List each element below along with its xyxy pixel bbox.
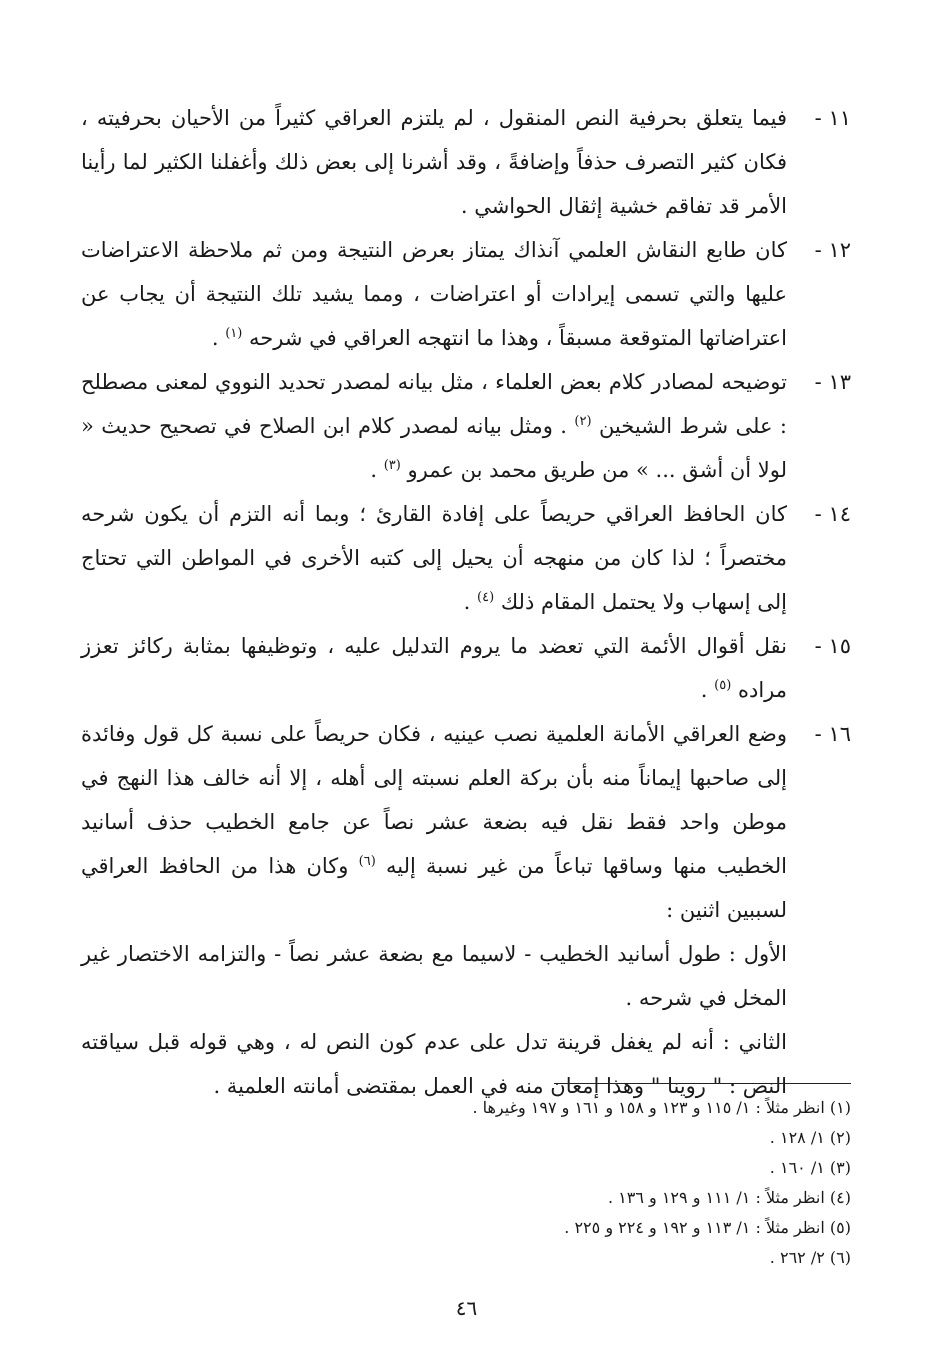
footnote-2: (٢) ١/ ١٢٨ . bbox=[769, 1128, 851, 1147]
footnote-marker: (٢) bbox=[574, 414, 592, 429]
footnote-marker: (١) bbox=[225, 326, 243, 341]
list-item-12 bbox=[81, 228, 851, 360]
item-text: توضيحه لمصادر كلام بعض العلماء ، مثل بيانه لمصدر تحديد النووي لمعنى مصطلح : على شرط الشيخين bbox=[81, 370, 787, 438]
item-number: ١١ - bbox=[814, 106, 851, 130]
footnote-marker: (٥) bbox=[714, 678, 732, 693]
page-number: ٤٦ bbox=[455, 1296, 478, 1320]
list-item-15 bbox=[81, 624, 851, 712]
item-text: كان طابع النقاش العلمي آنذاك يمتاز بعرض النتيجة ومن ثم ملاحظة الاعتراضات عليها والتي تسمى إيرادات أو اعتراضات ، ومما يشيد تلك النتيجة أن يجاب عن اعتراضاتها المتوقعة مسبقاً ، وهذا ما انتهجه العراقي في شرحه bbox=[81, 238, 787, 350]
list-item-11 bbox=[81, 96, 851, 228]
item-text-continued: . ومثل بيانه لمصدر كلام ابن الصلاح في تصحيح حديث « لولا أن أشق ... » من طريق محمد بن عمرو bbox=[81, 414, 787, 482]
footnote-6: (٦) ٢/ ٢٦٢ . bbox=[769, 1248, 851, 1267]
list-item-16 bbox=[81, 712, 851, 932]
main-text bbox=[81, 96, 851, 1108]
item-number: ١٣ - bbox=[814, 370, 851, 394]
item-text-tail: . bbox=[211, 326, 219, 350]
item-number: ١٦ - bbox=[814, 722, 851, 746]
item-text-tail: . bbox=[700, 678, 708, 702]
item-text-tail: . bbox=[370, 458, 378, 482]
item-text: كان الحافظ العراقي حريصاً على إفادة القارئ ؛ وبما أنه التزم أن يكون شرحه مختصراً ؛ لذا كان من منهجه أن يحيل إلى كتبه الأخرى في المواطن التي تحتاج إلى إسهاب ولا يحتمل المقام ذلك bbox=[81, 502, 787, 614]
item-number: ١٤ - bbox=[814, 502, 851, 526]
list-item-13 bbox=[81, 360, 851, 492]
footnote-1: (١) انظر مثلاً : ١/ ١١٥ و ١٢٣ و ١٥٨ و ١٦١ و ١٩٧ وغيرها . bbox=[472, 1098, 851, 1117]
reason-first: الأول : طول أسانيد الخطيب - لاسيما مع بضعة عشر نصاً - والتزامه الاختصار غير المخل في شرحه . bbox=[81, 942, 787, 1010]
item-text-tail: وكان هذا من الحافظ العراقي لسببين اثنين : bbox=[81, 854, 787, 922]
footnote-marker: (٤) bbox=[477, 590, 495, 605]
footnote-marker: (٣) bbox=[383, 458, 401, 473]
item-text-tail: . bbox=[463, 590, 471, 614]
footnote-separator bbox=[554, 1083, 851, 1084]
reason-second: الثاني : أنه لم يغفل قرينة تدل على عدم كون النص له ، وهي قوله قبل سياقته النص : " روينا " وهذا إمعان منه في العمل بمقتضى أمانته العلمية . bbox=[81, 1030, 787, 1098]
footnote-4: (٤) انظر مثلاً : ١/ ١١١ و ١٢٩ و ١٣٦ . bbox=[607, 1188, 851, 1207]
item-number: ١٥ - bbox=[814, 634, 851, 658]
footnote-5: (٥) انظر مثلاً : ١/ ١١٣ و ١٩٢ و ٢٢٤ و ٢٢٥ . bbox=[564, 1218, 851, 1237]
item-text: وضع العراقي الأمانة العلمية نصب عينيه ، فكان حريصاً على نسبة كل قول وفائدة إلى صاحبها إيماناً منه بأن بركة العلم نسبته إلى أهله ، إلا أنه خالف هذا النهج في موطن واحد فقط نقل فيه بضعة عشر نصاً عن جامع الخطيب حذف أسانيد الخطيب منها وساقها تباعاً من غير نسبة إليه bbox=[81, 722, 787, 878]
footnote-marker: (٦) bbox=[358, 854, 376, 869]
item-number: ١٢ - bbox=[814, 238, 851, 262]
footnote-3: (٣) ١/ ١٦٠ . bbox=[769, 1158, 851, 1177]
list-item-14 bbox=[81, 492, 851, 624]
item-text: فيما يتعلق بحرفية النص المنقول ، لم يلتزم العراقي كثيراً من الأحيان بحرفيته ، فكان كثير التصرف حذفاً وإضافةً ، وقد أشرنا إلى بعض ذلك وأغفلنا الكثير لما رأينا الأمر قد تفاقم خشية إثقال الحواشي . bbox=[81, 106, 787, 218]
footnotes bbox=[151, 1093, 851, 1273]
item-text: نقل أقوال الأئمة التي تعضد ما يروم التدليل عليه ، وتوظيفها بمثابة ركائز تعزز مراده bbox=[81, 634, 787, 702]
